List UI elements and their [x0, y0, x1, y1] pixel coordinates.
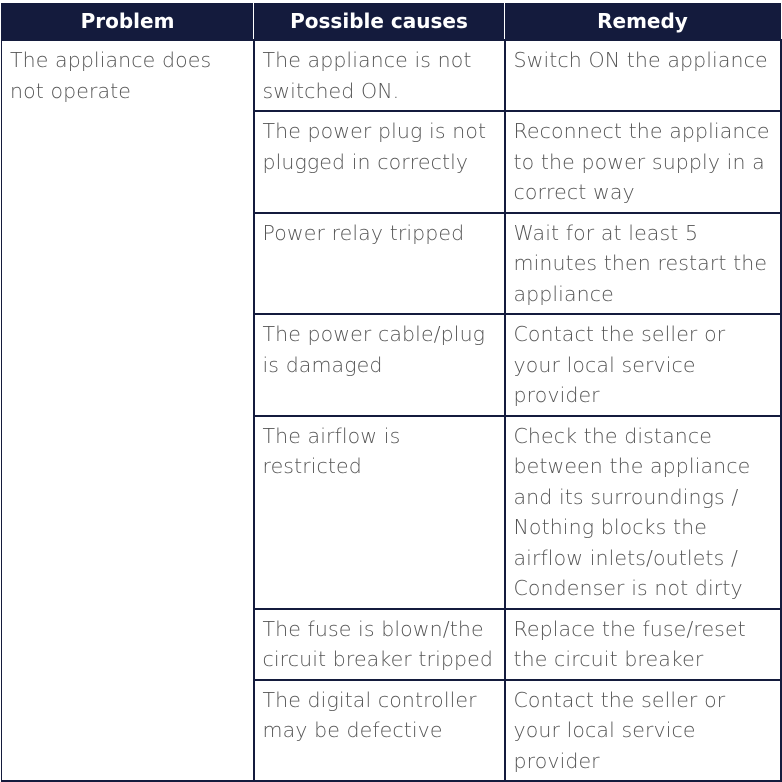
header-problem: Problem — [2, 3, 254, 40]
remedy-cell: Contact the seller or your local service provider — [505, 680, 781, 782]
cause-cell: The appliance is not switched ON. — [254, 40, 505, 111]
cause-cell: The power cable/plug is damaged — [254, 314, 505, 416]
table-row — [2, 40, 781, 111]
cause-cell: The airflow is restricted — [254, 416, 505, 609]
table-header — [2, 3, 781, 40]
header-possible-causes: Possible causes — [254, 3, 505, 40]
cause-cell: The fuse is blown/the circuit breaker tripped — [254, 609, 505, 680]
remedy-cell: Check the distance between the appliance and its surroundings / Nothing blocks the airflow inlets/outlets / Condenser is not dirty — [505, 416, 781, 609]
cause-cell: The digital controller may be defective — [254, 680, 505, 782]
remedy-cell: Contact the seller or your local service provider — [505, 314, 781, 416]
header-remedy: Remedy — [505, 3, 781, 40]
remedy-cell: Reconnect the appliance to the power supply in a correct way — [505, 111, 781, 213]
problem-cell: The appliance does not operate — [2, 40, 254, 781]
remedy-cell: Switch ON the appliance — [505, 40, 781, 111]
cause-cell: The power plug is not plugged in correctly — [254, 111, 505, 213]
troubleshooting-table — [1, 3, 782, 782]
cause-cell: Power relay tripped — [254, 213, 505, 315]
remedy-cell: Replace the fuse/reset the circuit breaker — [505, 609, 781, 680]
header-row — [2, 3, 781, 40]
remedy-cell: Wait for at least 5 minutes then restart the appliance — [505, 213, 781, 315]
